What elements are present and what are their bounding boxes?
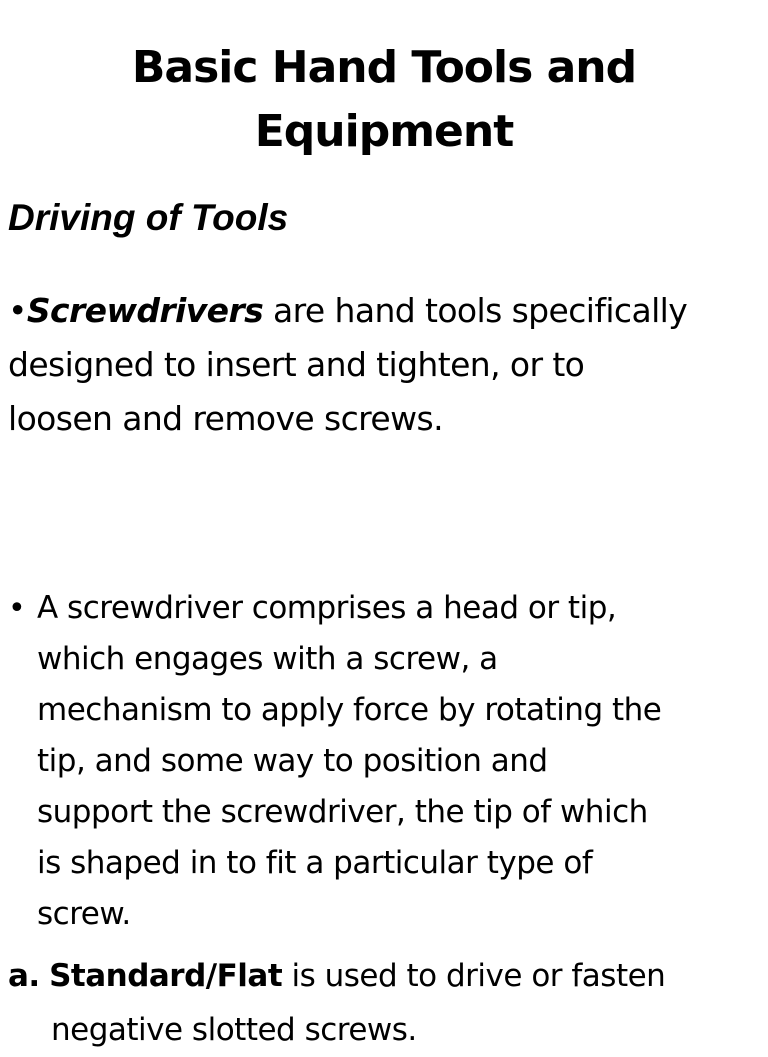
- intro-line-1: [8, 284, 766, 338]
- list-item-a-line-1: [8, 949, 768, 1003]
- list-item-a-line-2: negative slotted screws.: [51, 1012, 417, 1048]
- list-term: Standard/Flat: [49, 958, 283, 994]
- intro-bullet: •: [8, 291, 27, 330]
- section-subtitle: Driving of Tools: [8, 197, 289, 238]
- bullet-line: support the screwdriver, the tip of which: [37, 794, 648, 830]
- bullet-line: screw.: [37, 896, 131, 932]
- slide-title: [0, 36, 768, 164]
- list-item-a: [8, 949, 768, 1057]
- bullet-line: which engages with a screw, a: [37, 641, 498, 677]
- slide-title-line-2: Equipment: [254, 106, 514, 157]
- bullet-line: A screwdriver comprises a head or tip,: [37, 590, 617, 626]
- bullet-line: mechanism to apply force by rotating the: [37, 692, 662, 728]
- bullet-line: is shaped in to fit a particular type of: [37, 845, 593, 881]
- bullet-text: [37, 583, 758, 940]
- slide-title-line-1: Basic Hand Tools and: [131, 42, 637, 93]
- bullet-mark: •: [8, 591, 26, 626]
- intro-paragraph: [8, 284, 766, 446]
- list-marker: a.: [8, 958, 40, 994]
- bullet-line: tip, and some way to position and: [37, 743, 548, 779]
- intro-line-1-rest: are hand tools specifically: [263, 291, 688, 330]
- intro-term: Screwdrivers: [26, 291, 264, 330]
- intro-line-3: loosen and remove screws.: [8, 399, 443, 438]
- list-line-1-rest: is used to drive or fasten: [282, 958, 666, 994]
- intro-line-2: designed to insert and tighten, or to: [8, 345, 585, 384]
